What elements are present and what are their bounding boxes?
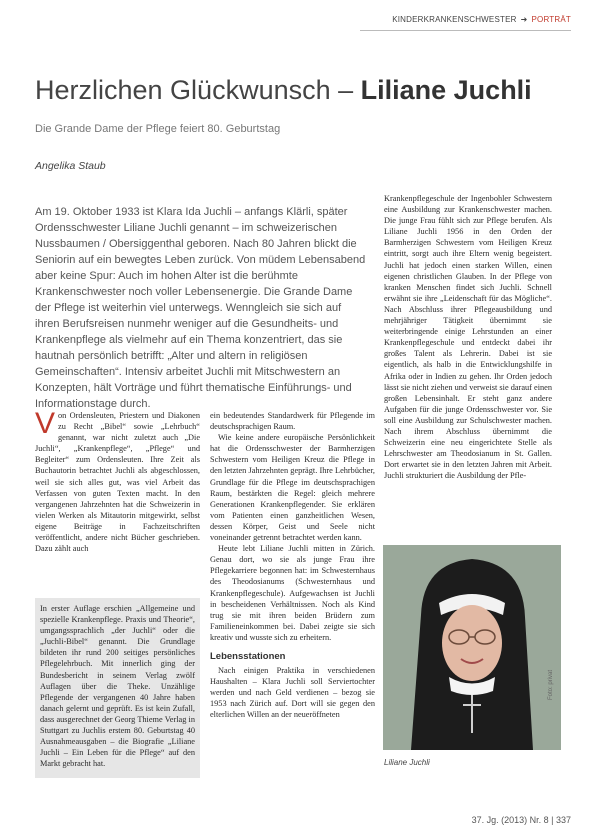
portrait-photo bbox=[383, 545, 561, 750]
photo-credit: Foto: privat bbox=[548, 669, 554, 700]
col1-text: on Ordensleuten, Priestern und Diakonen zu Recht „Bibel“ sowie „Lehrbuch“ genannt, war nicht zuletzt auch „Die Juchli“, „Krankenpflege“, „Pflege“ und Begleiter“ zum Ordensleuten. Ihre Zeit als Buchautorin betrachtet Juchli als abgeschlossen, weil sie sich alles gut, was viel Arbeit das Verfassen von guten Texten macht. In den vergangenen Jahrzehnten hat die Schweizerin in vielen Werken als Mitautorin mitgewirkt, selbst eigene Beiträge in Fachzeitschriften veröffentlicht, andere nicht Bücher geschrieben. Dazu zählt auch bbox=[35, 411, 200, 554]
drop-cap: V bbox=[35, 407, 56, 440]
header-category: KINDERKRANKENSCHWESTER bbox=[392, 15, 517, 24]
arrow-icon: ➜ bbox=[520, 15, 528, 24]
col2-paragraph: Nach einigen Praktika in verschiedenen Haushalten – Klara Juchli soll Serviertochter werden und nach Geld verdienen – bezog sie 1953 nach Zürich auf. Dort will sie gegen den elterlichen Willen an der neueröffneten bbox=[210, 666, 375, 720]
page-footer: 37. Jg. (2013) Nr. 8 | 337 bbox=[471, 815, 571, 825]
title-name: Liliane Juchli bbox=[360, 75, 532, 105]
nun-portrait-image bbox=[383, 545, 561, 750]
col2-paragraph: Heute lebt Liliane Juchli mitten in Zürich. Genau dort, wo sie als junge Frau ihre Pflegekarriere begonnen hat: im Schwesternhaus des Theodosianums (Schwesternhaus und Krankenpflegeschule). Aufgewachsen ist Juchli in bescheidenen Verhältnissen. Noch als Kind trug sie mit ihren beiden Brüdern zum Familieneinkommen bei. Dabei zeigte sie sich kreativ und wusste sich zu erheitern. bbox=[210, 544, 375, 642]
col2-paragraph: ein bedeutendes Standardwerk für Pflegende im deutschsprachigen Raum. bbox=[210, 411, 375, 432]
title-prefix: Herzlichen Glückwunsch – bbox=[35, 75, 361, 105]
article-subtitle: Die Grande Dame der Pflege feiert 80. Geburtstag bbox=[35, 123, 281, 135]
lead-paragraph: Am 19. Oktober 1933 ist Klara Ida Juchli – anfangs Klärli, später Ordensschwester Liliane Juchli genannt – im schweizerischen Nussbaumen / Obersiggenthal geboren. Nach 80 Jahren blickt die Seniorin auf ein bewegtes Leben zurück. Von müdem Lebensabend aber keine Spur: Auch im hohen Alter ist die berühmte Krankenschwester noch voller Lebensenergie. Die Grande Dame der Pflege ist weiterhin viel unterwegs. Wenngleich sie sich auf ihren Berufsreisen nunmehr weniger auf die Gesundheits- und Krankenpflege als vielmehr auf ein Thema konzentriert, das sie hautnah persönlich betrifft: „Alter und altern in religiösen Gemeinschaften“. Intensiv arbeitet Juchli mit Mitschwestern an Konzepten, hält Vorträge und führt thematische Einführungs- und Informationstage durch. bbox=[35, 206, 366, 410]
info-box: In erster Auflage erschien „Allgemeine und spezielle Krankenpflege. Praxis und Theorie“, umgangssprachlich „der Juchli“ oder die „Juchli-Bibel“ genannt. Die Grundlage bildeten ihr rund 200 seitiges persönliches Pflegelehrbuch. Mit innerlich ging der Bundesbericht in seinem Verlag zwölf Auflagen über die Theke. Unzählige Pflegende der vergangenen 40 Jahre haben danach gelernt und geprüft. Es ist kein Zufall, dass ausgerechnet der Georg Thieme Verlag in Stuttgart zu Juchlis erstem 80. Geburtstag 40 Ausnahmeausgaben – die Biografie „Liliane Juchli – Ein Leben für die Pflege“ auf den Markt gebracht hat. bbox=[35, 598, 200, 778]
col2-paragraph: Wie keine andere europäische Persönlichkeit hat die Ordensschwester der Barmherzigen Schwestern vom Heiligen Kreuz die Pflege in den letzten Jahrzehnten geprägt. Ihre Lehrbücher, Grundlage für die Pflege im deutschsprachigen Raum, bestärkten die Regel: gleich mehrere Generationen Krankenpflegender. Sie erklären vom Patienten einen ganzheitlichen Wesen, dessen Körper, Geist und Seele nicht voneinander getrennt betrachtet werden kann. bbox=[210, 433, 375, 543]
article-title bbox=[35, 75, 532, 106]
photo-caption: Liliane Juchli bbox=[384, 758, 430, 767]
body-column-3: Krankenpflegeschule der Ingenbohler Schwestern eine Ausbildung zur Krankenschwester machen. Die junge Frau fühlt sich zur Pflege berufen. Als Liliane Juchli 1956 in den Orden der Barmherzigen Schwestern vom Heiligen Kreuz eintritt, sorgt auch ihre Eltern wenig begeistert. Juchli hat jedoch einen starken Willen, einen eigenen christlichen Glauben. In der Pflege von kranken Menschen findet sich Juchli. Schnell erwähnt sie ihre „Leidenschaft für das Mögliche“. Nach Abschluss ihrer Pflegeausbildung und mehrjähriger Tätigkeit übernimmt sie weiterbringende einige Lehrstunden an einer Krankenpflegeschule und entdeckt dabei ihr großes Talent als Lehrerin. Dabei ist sie eigentlich, als halb in die Entwicklungshilfe in Afrika oder in Indien zu gehen. Ihr Orden jedoch lässt sie nicht ziehen und verweist sie darauf einen großen Lebensinhalt. Er steht ganz andere Aufgaben für die junge Ordensschwester vor. Sie soll eine Ausbildung zur Schulschwester machen. Nach ihrem Abschluss übernimmt die Schweizerin eine neu eingerichtete Stelle als Lehrschwester am Theodosianum in St. Gallen. Dort erwartet sie in den letzten Jahren mit Arbeit. Juchli strukturiert die Ausbildung der Pfle- bbox=[384, 194, 552, 481]
running-header bbox=[392, 15, 571, 24]
header-section: PORTRÄT bbox=[531, 15, 571, 24]
body-column-2 bbox=[210, 410, 375, 721]
section-subheading: Lebensstationen bbox=[210, 650, 286, 662]
body-column-1 bbox=[35, 407, 200, 554]
header-divider bbox=[360, 30, 571, 31]
article-author: Angelika Staub bbox=[35, 160, 106, 172]
